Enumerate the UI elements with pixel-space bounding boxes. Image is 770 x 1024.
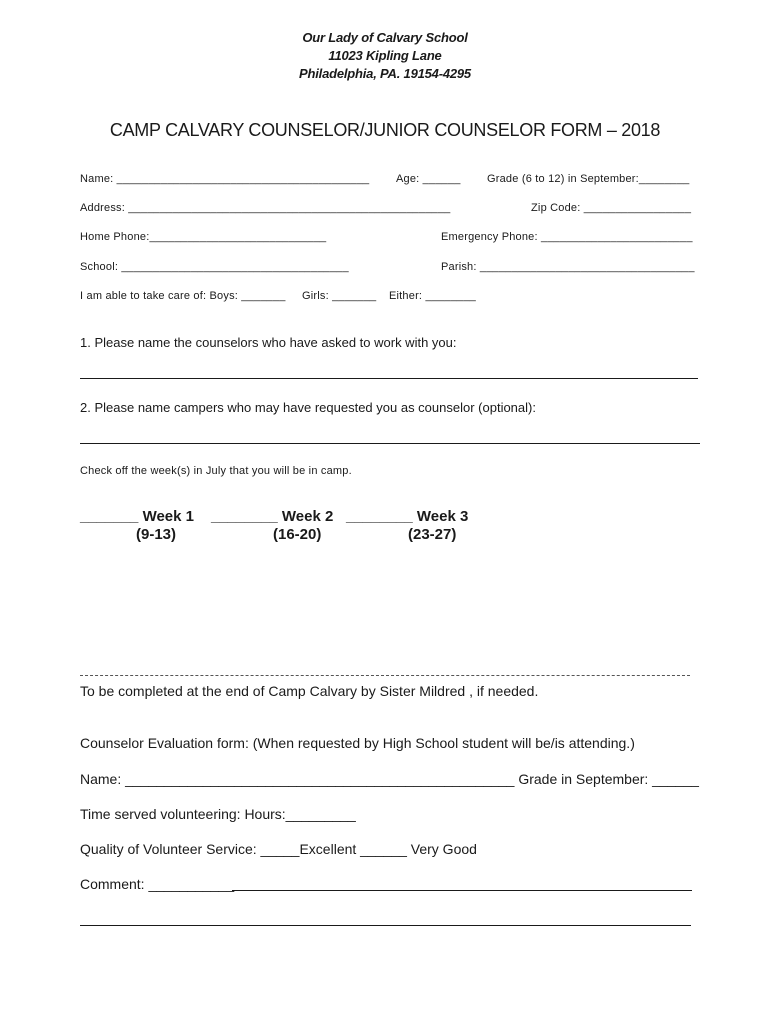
week-1-dates: (9-13) (136, 526, 177, 543)
parish-field[interactable]: Parish: __________________________________ (441, 261, 695, 273)
section-divider (80, 675, 690, 676)
comment-label: Comment: ___________ (80, 876, 235, 892)
question-1: 1. Please name the counselors who have asked to work with you: (80, 335, 457, 350)
time-served-field[interactable]: Time served volunteering: Hours:_________ (80, 806, 356, 822)
week-1-label: _______ Week 1 (80, 508, 194, 525)
quality-field[interactable]: Quality of Volunteer Service: _____Excellent ______ Very Good (80, 841, 477, 857)
week-1-option[interactable] (80, 508, 194, 544)
comment-line-2[interactable] (80, 925, 691, 926)
evaluation-name-field[interactable]: Name: __________________________________________________ Grade in September: ______ (80, 771, 699, 787)
week-2-dates: (16-20) (273, 526, 322, 543)
comment-line-1[interactable] (232, 890, 692, 891)
emergency-phone-field[interactable]: Emergency Phone: ________________________ (441, 231, 693, 243)
school-name: Our Lady of Calvary School (302, 30, 468, 45)
week-2-label: ________ Week 2 (211, 508, 334, 525)
school-street: 11023 Kipling Lane (328, 48, 442, 63)
name-field[interactable]: Name: ________________________________________ (80, 173, 370, 185)
care-boys-field[interactable]: I am able to take care of: Boys: _______ (80, 290, 286, 302)
question-2: 2. Please name campers who may have requested you as counselor (optional): (80, 400, 536, 415)
form-title: CAMP CALVARY COUNSELOR/JUNIOR COUNSELOR FORM – 2018 (109, 120, 661, 140)
school-field[interactable]: School: ____________________________________ (80, 261, 349, 273)
home-phone-field[interactable]: Home Phone:____________________________ (80, 231, 327, 243)
care-girls-field[interactable]: Girls: _______ (302, 290, 377, 302)
evaluation-intro: To be completed at the end of Camp Calvary by Sister Mildred , if needed. (80, 683, 539, 699)
address-field[interactable]: Address: ___________________________________________________ (80, 202, 451, 214)
grade-field[interactable]: Grade (6 to 12) in September:________ (487, 173, 690, 185)
weeks-instruction: Check off the week(s) in July that you will be in camp. (80, 465, 352, 477)
zip-code-field[interactable]: Zip Code: _________________ (531, 202, 692, 214)
week-3-label: ________ Week 3 (346, 508, 469, 525)
evaluation-form-label: Counselor Evaluation form: (When requested by High School student will be/is attending.) (80, 735, 635, 751)
week-2-option[interactable] (211, 508, 333, 544)
answer-line-1[interactable] (80, 378, 698, 379)
school-city: Philadelphia, PA. 19154-4295 (299, 66, 471, 81)
answer-line-2[interactable] (80, 443, 700, 444)
care-either-field[interactable]: Either: ________ (389, 290, 476, 302)
age-field[interactable]: Age: ______ (396, 173, 461, 185)
week-3-dates: (23-27) (408, 526, 457, 543)
week-3-option[interactable] (346, 508, 468, 544)
